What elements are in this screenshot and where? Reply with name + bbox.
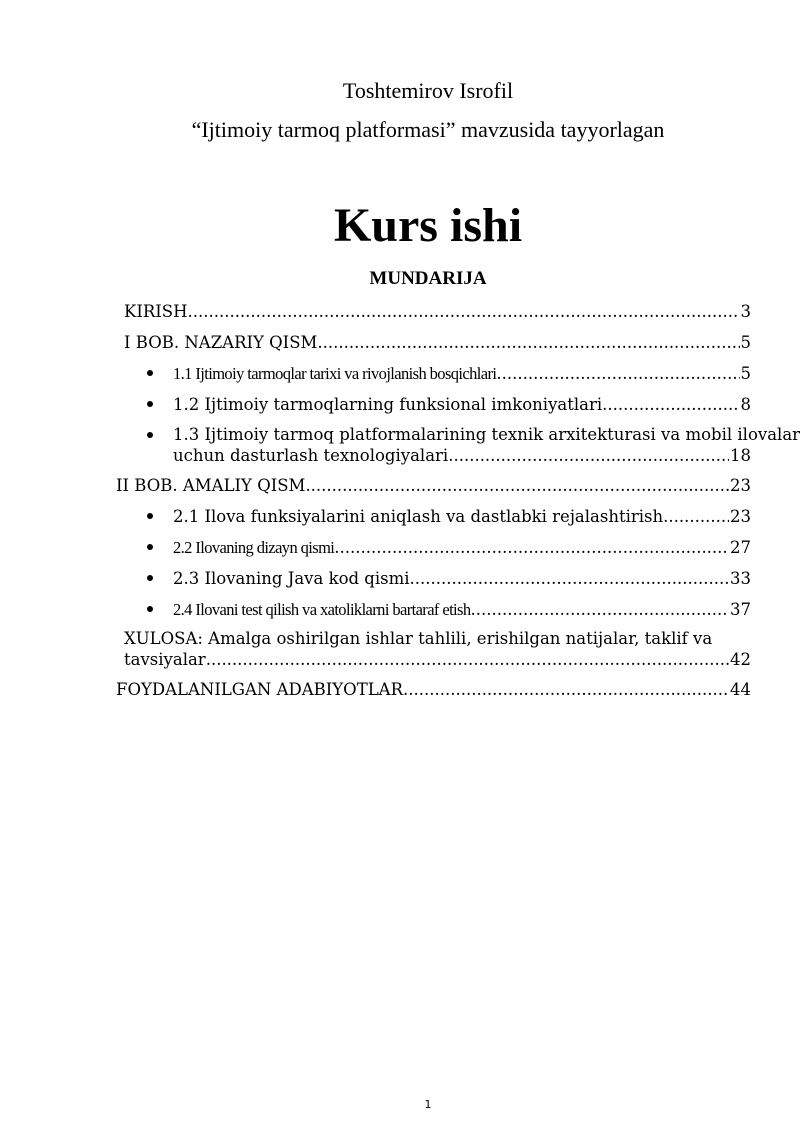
toc-entry-page: 5 <box>740 364 751 383</box>
bullet-icon <box>147 513 153 519</box>
toc-leader-dots <box>602 395 739 415</box>
toc-entry-page: 44 <box>730 680 751 699</box>
toc-entry-label: 2.2 Ilovaning dizayn qismi <box>173 538 335 557</box>
toc-entry-page: 33 <box>730 569 751 588</box>
bullet-icon <box>147 544 153 550</box>
toc-entry-page: 23 <box>730 507 751 526</box>
toc-entry-label: FOYDALANILGAN ADABIYOTLAR <box>116 680 404 699</box>
bullet-icon <box>147 606 153 612</box>
topic-subtitle: “Ijtimoiy tarmoq platformasi” mavzusida tayyorlagan <box>191 117 665 142</box>
toc-entry-label: KIRISH <box>124 302 188 321</box>
bullet-icon <box>147 575 153 581</box>
toc-entry-chapter-1[interactable] <box>124 333 751 353</box>
bullet-icon <box>147 401 153 407</box>
toc-entry-2-4[interactable] <box>173 600 751 620</box>
toc-entry-label: I BOB. NAZARIY QISM <box>124 333 318 352</box>
page-number: 1 <box>424 1098 432 1111</box>
toc-leader-dots <box>187 302 739 322</box>
toc-entry-page: 37 <box>730 600 751 619</box>
toc-entry-conclusion[interactable] <box>124 650 751 670</box>
bullet-icon <box>147 432 153 438</box>
toc-leader-dots <box>496 364 739 384</box>
toc-entry-1-3[interactable] <box>173 446 751 466</box>
toc-leader-dots <box>403 680 729 700</box>
toc-entry-page: 23 <box>730 476 751 495</box>
toc-entry-conclusion-line1[interactable]: XULOSA: Amalga oshirilgan ishlar tahlili, erishilgan natijalar, taklif va <box>124 629 713 648</box>
toc-entry-page: 42 <box>730 650 751 669</box>
toc-leader-dots <box>663 507 729 527</box>
toc-leader-dots <box>305 476 729 496</box>
toc-leader-dots <box>448 446 729 466</box>
toc-entry-page: 5 <box>740 333 751 352</box>
toc-entry-page: 3 <box>740 302 751 321</box>
author-name: Toshtemirov Isrofil <box>342 78 514 103</box>
toc-entry-page: 8 <box>740 395 751 414</box>
toc-entry-2-2[interactable] <box>173 538 751 558</box>
document-title: Kurs ishi <box>333 199 523 252</box>
toc-leader-dots <box>206 650 729 670</box>
toc-entry-label: 2.4 Ilovani test qilish va xatoliklarni bartaraf etish <box>173 600 471 619</box>
toc-leader-dots <box>410 569 729 589</box>
toc-entry-2-3[interactable] <box>173 569 751 589</box>
toc-entry-label: 2.1 Ilova funksiyalarini aniqlash va dastlabki rejalashtirish <box>173 507 664 526</box>
toc-entry-label: 1.2 Ijtimoiy tarmoqlarning funksional imkoniyatlari <box>173 395 603 414</box>
toc-entry-1-3-line1[interactable]: 1.3 Ijtimoiy tarmoq platformalarining texnik arxitekturasi va mobil ilovalar <box>173 425 800 444</box>
toc-heading: MUNDARIJA <box>369 268 487 289</box>
toc-entry-1-1[interactable] <box>173 364 751 384</box>
toc-leader-dots <box>334 538 729 558</box>
toc-leader-dots <box>471 600 729 620</box>
toc-entry-chapter-2[interactable] <box>116 476 751 496</box>
toc-entry-2-1[interactable] <box>173 507 751 527</box>
toc-entry-label: 1.1 Ijtimoiy tarmoqlar tarixi va rivojlanish bosqichlari <box>173 364 497 383</box>
toc-entry-references[interactable] <box>116 680 751 700</box>
toc-entry-1-2[interactable] <box>173 395 751 415</box>
toc-entry-page: 18 <box>730 446 751 465</box>
toc-entry-label: II BOB. AMALIY QISM <box>116 476 306 495</box>
toc-entry-label: tavsiyalar <box>124 650 206 669</box>
toc-leader-dots <box>317 333 739 353</box>
toc-entry-label: 2.3 Ilovaning Java kod qismi <box>173 569 410 588</box>
toc-entry-label: uchun dasturlash texnologiyalari <box>173 446 449 465</box>
toc-entry-page: 27 <box>730 538 751 557</box>
toc-entry-kirish[interactable] <box>124 302 751 322</box>
bullet-icon <box>147 370 153 376</box>
